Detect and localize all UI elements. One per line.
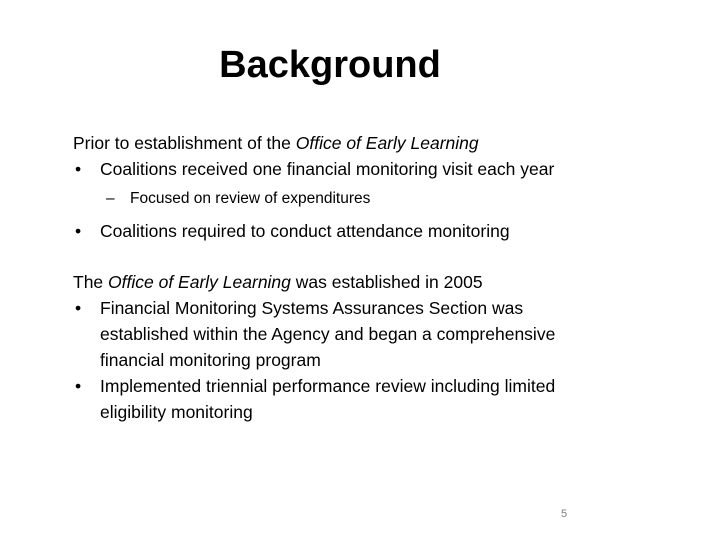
section1-intro-prefix: Prior to establishment of the (73, 133, 296, 153)
section1-sub-bullet-text: Focused on review of expenditures (130, 190, 371, 207)
section-spacer (73, 244, 673, 269)
bullet-icon: • (75, 159, 82, 179)
section2-bullet-2 (73, 373, 673, 425)
section2-intro (73, 269, 673, 295)
slide-body (73, 130, 673, 425)
section1-bullet-1-text: Coalitions received one financial monitoring visit each year (100, 159, 555, 179)
section2-intro-italic: Office of Early Learning (108, 272, 291, 292)
page-number: 5 (561, 508, 568, 520)
bullet-icon: • (75, 298, 82, 318)
section1-intro (73, 130, 673, 156)
bullet-icon: • (75, 221, 82, 241)
section1-intro-italic: Office of Early Learning (295, 133, 479, 153)
section2-bullet-1-text: Financial Monitoring Systems Assurances Section was established within the Agency and began a comprehensive financial monitoring program (100, 298, 556, 370)
section2-bullet-2-text: Implemented triennial performance review including limited eligibility monitoring (100, 376, 556, 422)
section1-bullet-2 (73, 218, 673, 244)
section2-bullet-1 (73, 295, 673, 373)
section2-intro-suffix: was established in 2005 (290, 272, 483, 292)
section1-sub-bullet (73, 188, 673, 210)
section1-bullet-2-text: Coalitions required to conduct attendance monitoring (100, 221, 510, 241)
slide-title: Background (219, 44, 441, 86)
section1-bullet-1 (73, 156, 673, 182)
section2-intro-prefix: The (73, 272, 109, 292)
dash-icon: – (106, 190, 115, 207)
bullet-icon: • (75, 376, 82, 396)
